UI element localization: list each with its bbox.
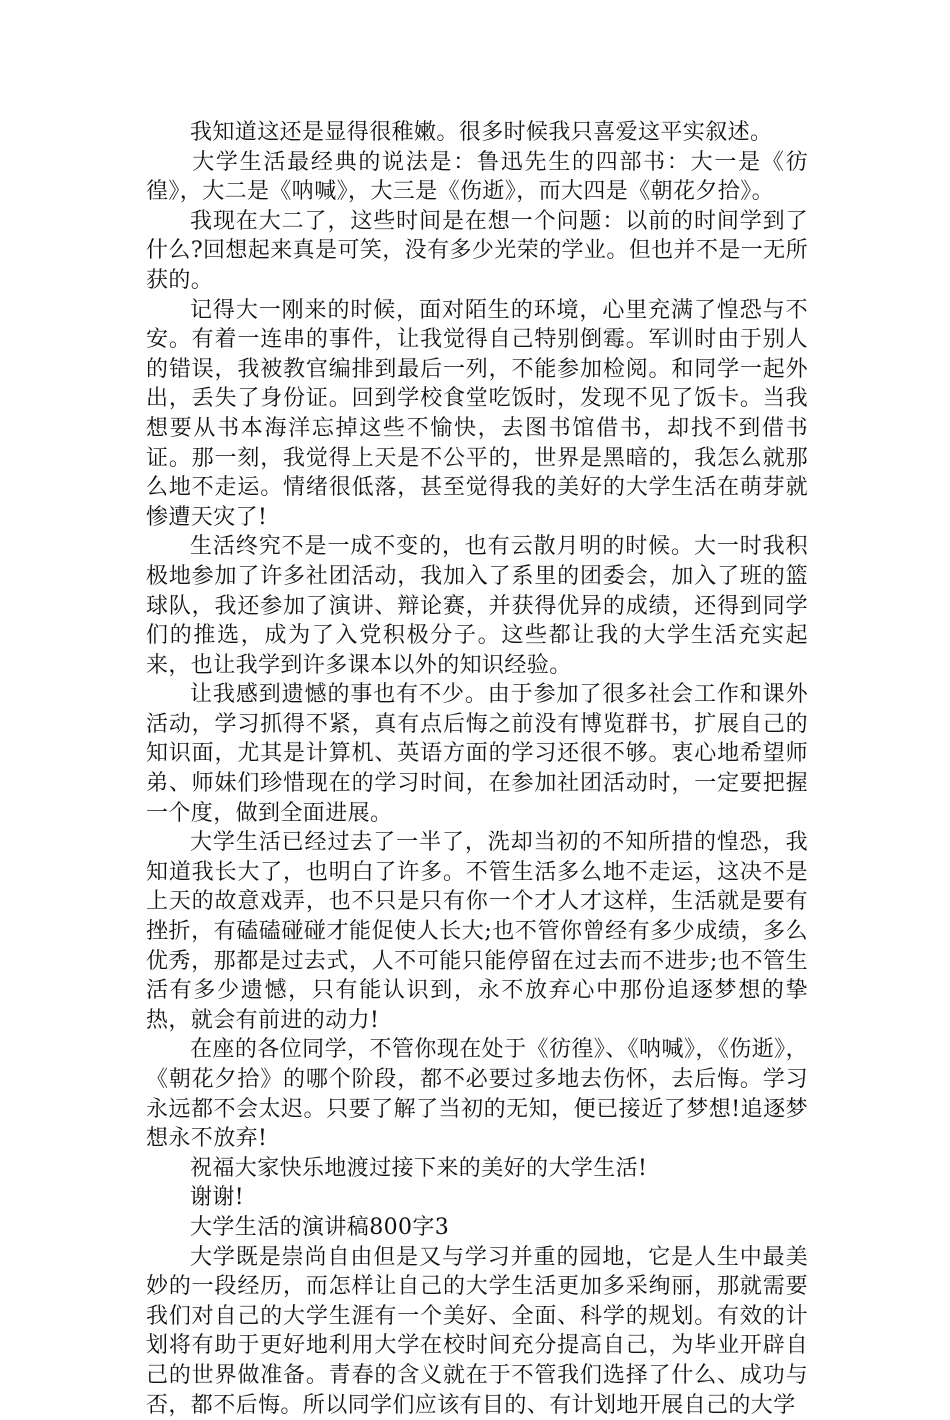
paragraph: 我知道这还是显得很稚嫩。很多时候我只喜爱这平实叙述。 (190, 120, 773, 145)
paragraph: 记得大一刚来的时候，面对陌生的环境，心里充满了惶恐与不安。有着一连串的事件，让我觉得自己特别倒霉。军训时由于别人的错误，我被教官编排到最后一列，不能参加检阅。和同学一起外出，丢失了身份证。回到学校食堂吃饭时，发现不见了饭卡。当我想要从书本海洋忘掉这些不愉快，去图书馆借书，却找不到借书证。那一刻，我觉得上天是不公平的，世界是黑暗的，我怎么就那么地不走运。情绪很低落，甚至觉得我的美好的大学生活在萌芽就惨遭天灾了! (146, 297, 808, 530)
paragraph: 让我感到遗憾的事也有不少。由于参加了很多社会工作和课外活动，学习抓得不紧，真有点后悔之前没有博览群书，扩展自己的知识面，尤其是计算机、英语方面的学习还很不够。衷心地希望师弟、师妹们珍惜现在的学习时间，在参加社团活动时，一定要把握一个度，做到全面进展。 (146, 682, 808, 826)
paragraph: 在座的各位同学，不管你现在处于《彷徨》、《呐喊》，《伤逝》，《朝花夕拾》的哪个阶段，都不必要过多地去伤怀，去后悔。学习永远都不会太迟。只要了解了当初的无知，便已接近了梦想!追逐梦想永不放弃! (146, 1037, 808, 1152)
closing-thanks: 谢谢! (190, 1185, 245, 1211)
section-heading: 大学生活的演讲稿800字3 (190, 1214, 450, 1240)
document-page (146, 118, 808, 1420)
paragraph: 生活终究不是一成不变的，也有云散月明的时候。大一时我积极地参加了许多社团活动，我加入了系里的团委会，加入了班的篮球队，我还参加了演讲、辩论赛，并获得优异的成绩，还得到同学们的推选，成为了入党积极分子。这些都让我的大学生活充实起来，也让我学到许多课本以外的知识经验。 (146, 534, 808, 678)
closing-wish: 祝福大家快乐地渡过接下来的美好的大学生活! (190, 1155, 648, 1181)
paragraph: 大学生活最经典的说法是：鲁迅先生的四部书：大一是《彷徨》，大二是《呐喊》，大三是《伤逝》，而大四是《朝花夕拾》。 (146, 149, 808, 205)
paragraph: 大学生活已经过去了一半了，洗却当初的不知所措的惶恐，我知道我长大了，也明白了许多。不管生活多么地不走运，这决不是上天的故意戏弄，也不只是只有你一个才人才这样，生活就是要有挫折，有磕磕碰碰才能促使人长大;也不管你曾经有多少成绩，多么优秀，那都是过去式，人不可能只能停留在过去而不进步;也不管生活有多少遗憾，只有能认识到，永不放弃心中那份追逐梦想的挚热，就会有前进的动力! (146, 830, 808, 1033)
paragraph: 大学既是崇尚自由但是又与学习并重的园地，它是人生中最美妙的一段经历，而怎样让自己的大学生活更加多采绚丽，那就需要我们对自己的大学生涯有一个美好、全面、科学的规划。有效的计划将有助于更好地利用大学在校时间充分提高自己，为毕业开辟自己的世界做准备。青春的含义就在于不管我们选择了什么、成功与否，都不后悔。所以同学们应该有目的、有计划地开展自己的大学 (146, 1244, 808, 1418)
paragraph: 我现在大二了，这些时间是在想一个问题：以前的时间学到了什么?回想起来真是可笑，没有多少光荣的学业。但也并不是一无所获的。 (146, 208, 808, 293)
